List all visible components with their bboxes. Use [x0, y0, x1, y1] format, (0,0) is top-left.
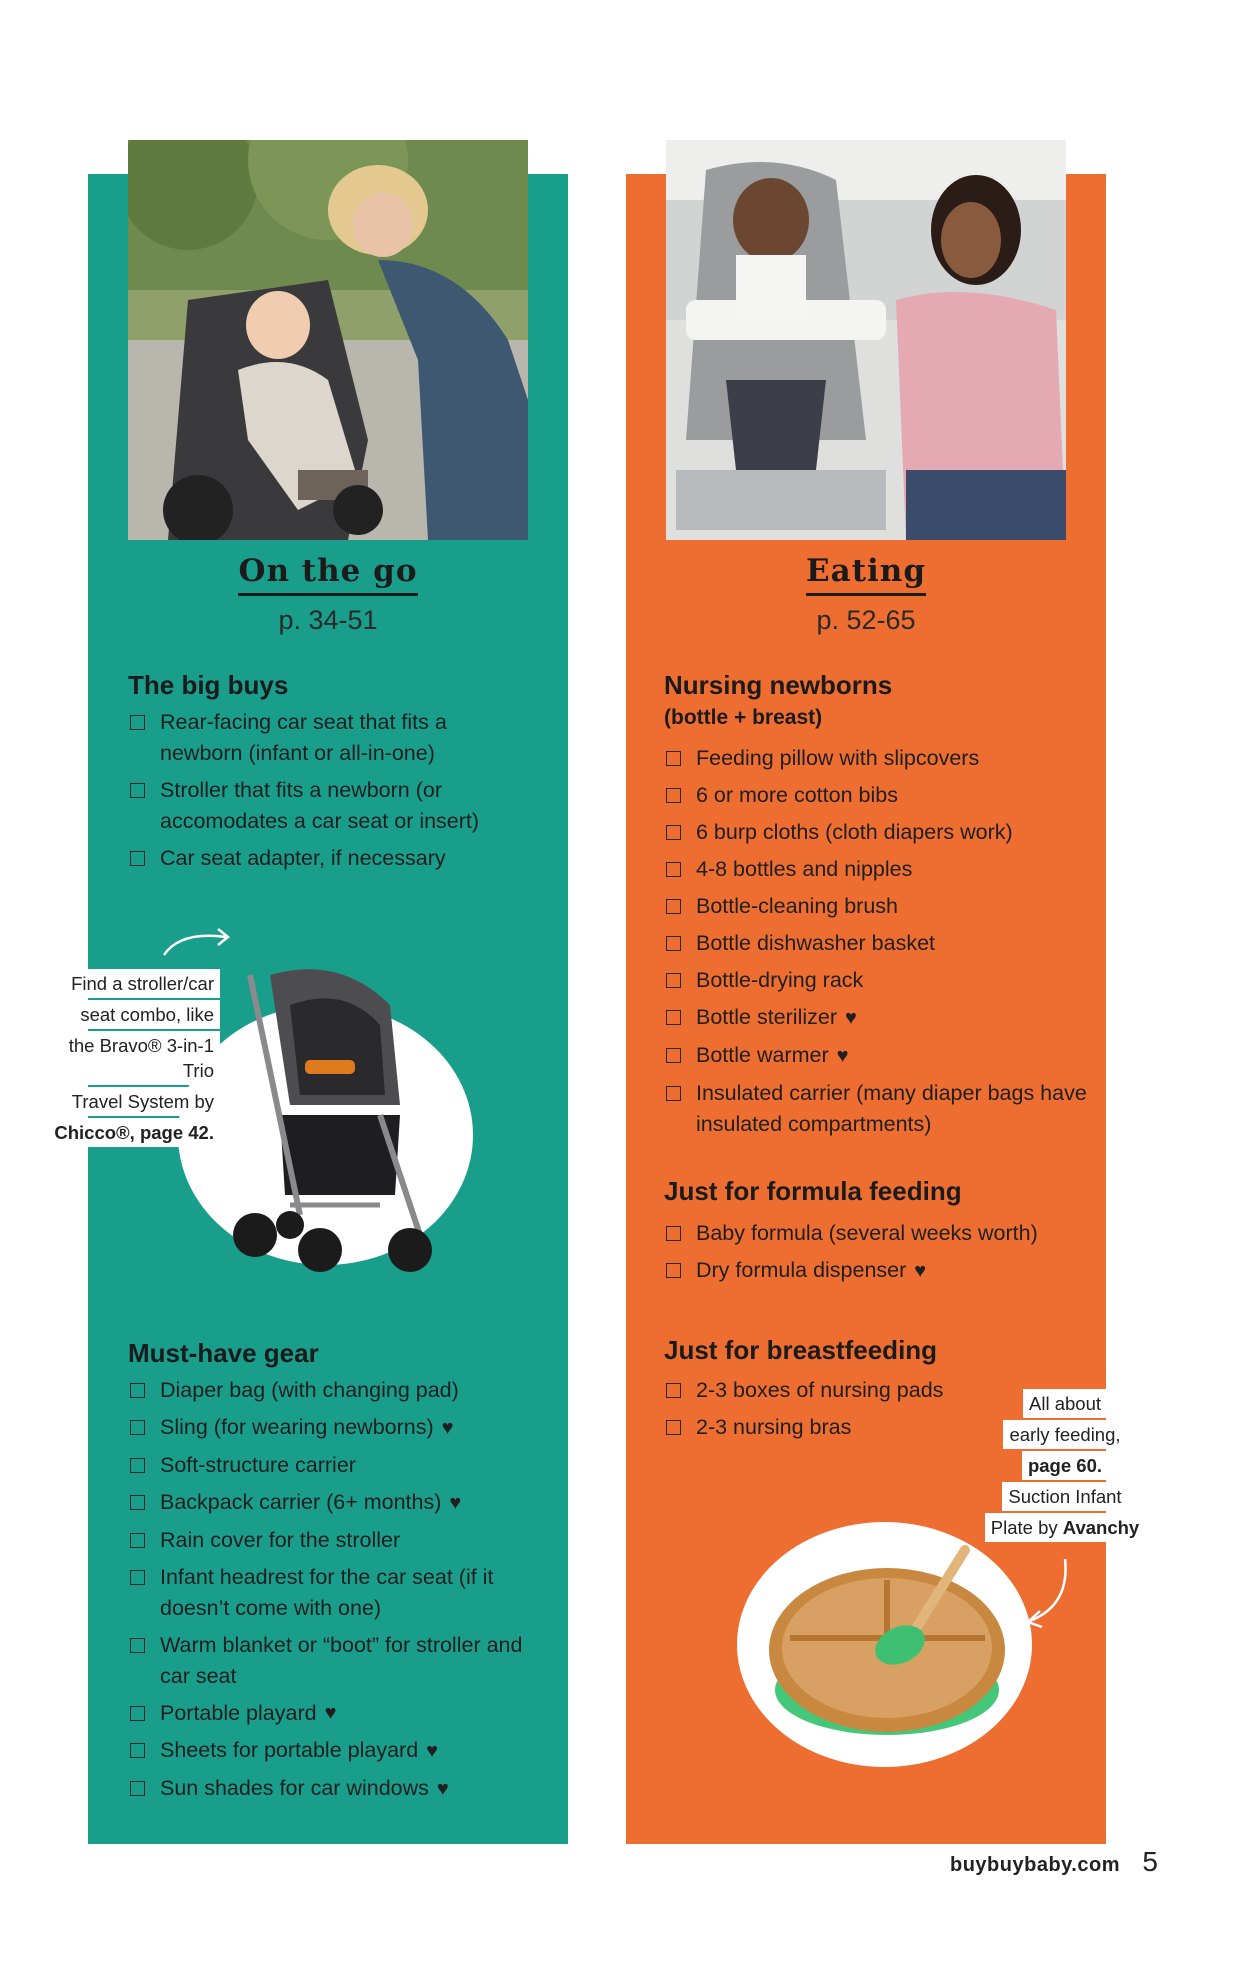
- breastfeeding-title: Just for breastfeeding: [664, 1335, 938, 1365]
- avanchy-prefix: Plate by: [990, 1517, 1063, 1538]
- formula-item: [664, 1218, 1094, 1249]
- chicco-stroller-photo: [230, 965, 450, 1280]
- checkbox-icon[interactable]: [666, 1420, 681, 1435]
- feeding-callout-page: page 60.: [1027, 1455, 1103, 1476]
- stroller-callout-line-5: [48, 1118, 220, 1147]
- formula-item-text: Baby formula (several weeks worth): [696, 1221, 1038, 1245]
- stroller-family-photo: [128, 140, 528, 540]
- heart-icon: ♥: [449, 1491, 462, 1514]
- checkbox-icon[interactable]: [666, 1010, 681, 1025]
- must-have-item-text: Rain cover for the stroller: [160, 1527, 401, 1552]
- nursing-item: [664, 743, 1094, 774]
- formula-feeding-title: Just for formula feeding: [664, 1176, 962, 1206]
- checkbox-icon[interactable]: [130, 783, 145, 798]
- checkbox-icon[interactable]: [666, 973, 681, 988]
- feeding-callout-line-2: early feeding,: [1003, 1420, 1126, 1449]
- nursing-item: [664, 891, 1094, 922]
- heart-icon: ♥: [441, 1416, 454, 1439]
- nursing-item-text: Bottle dishwasher basket: [696, 931, 936, 955]
- bamboo-plate-photo: [765, 1540, 1010, 1750]
- must-have-item-text: Backpack carrier (6+ months): [160, 1489, 442, 1514]
- checkbox-icon[interactable]: [666, 1383, 681, 1398]
- nursing-item: [664, 1078, 1094, 1140]
- must-have-item: [128, 1450, 548, 1481]
- chicco-brand: Chicco®: [54, 1122, 130, 1143]
- big-buys-list: [128, 707, 528, 880]
- big-buys-item: [128, 707, 528, 769]
- stroller-callout: [30, 968, 220, 1148]
- on-the-go-heading: [88, 553, 568, 596]
- feeding-callout-line-3: [1022, 1451, 1108, 1480]
- checkbox-icon[interactable]: [130, 1383, 145, 1398]
- big-buys-item: [128, 843, 528, 874]
- nursing-item-text: Bottle warmer: [696, 1042, 829, 1067]
- checkbox-icon[interactable]: [130, 1458, 145, 1473]
- on-the-go-heading-text: On the go: [238, 553, 417, 596]
- must-have-item-text: Diaper bag (with changing pad): [160, 1378, 459, 1402]
- checkbox-icon[interactable]: [666, 1086, 681, 1101]
- breastfeeding-item: [664, 1412, 994, 1443]
- nursing-newborns-subtitle: (bottle + breast): [664, 706, 823, 729]
- site-url: buybuybaby.com: [950, 1854, 1120, 1876]
- feeding-callout-line-5: [985, 1513, 1145, 1542]
- nursing-item-text: Feeding pillow with slipcovers: [696, 746, 980, 770]
- formula-item: [664, 1255, 1094, 1287]
- checkbox-icon[interactable]: [666, 825, 681, 840]
- must-have-item-text: Soft-structure carrier: [160, 1452, 356, 1477]
- nursing-item-text: Insulated carrier (many diaper bags have insulated compartments): [696, 1080, 1087, 1136]
- checkbox-icon[interactable]: [130, 1781, 145, 1796]
- must-have-item: [128, 1562, 548, 1624]
- must-have-item: [128, 1630, 548, 1692]
- stroller-callout-line-2: seat combo, like: [74, 1000, 220, 1029]
- checkbox-icon[interactable]: [130, 851, 145, 866]
- checkbox-icon[interactable]: [666, 1226, 681, 1241]
- page-number: 5: [1142, 1846, 1158, 1877]
- heart-icon: ♥: [845, 1006, 857, 1029]
- big-buys-title: The big buys: [128, 670, 289, 700]
- must-have-item: [128, 1525, 548, 1556]
- chicco-page: , page 42.: [129, 1122, 214, 1143]
- breastfeeding-item-text: 2-3 boxes of nursing pads: [696, 1378, 944, 1402]
- big-buys-item-text: Rear-facing car seat that fits a newborn (infant or all-in-one): [160, 710, 447, 765]
- must-have-item: [128, 1773, 548, 1805]
- must-have-gear-title: Must-have gear: [128, 1338, 319, 1368]
- must-have-item-text: Sun shades for car windows: [160, 1776, 429, 1801]
- checkbox-icon[interactable]: [666, 1048, 681, 1063]
- checkbox-icon[interactable]: [130, 1638, 145, 1653]
- must-have-item: [128, 1735, 548, 1767]
- nursing-newborns-list: [664, 743, 1094, 1146]
- heart-icon: ♥: [426, 1740, 439, 1763]
- must-have-item-text: Warm blanket or “boot” for stroller and car seat: [160, 1632, 523, 1688]
- feeding-callout-line-1: All about: [1023, 1389, 1107, 1418]
- eating-pages: p. 52-65: [816, 605, 916, 635]
- checkbox-icon[interactable]: [666, 899, 681, 914]
- nursing-item: [664, 1040, 1094, 1072]
- checkbox-icon[interactable]: [666, 936, 681, 951]
- must-have-gear-list: [128, 1375, 548, 1811]
- heart-icon: ♥: [836, 1044, 849, 1067]
- stroller-callout-line-1: Find a stroller/car: [65, 969, 220, 998]
- checkbox-icon[interactable]: [130, 1533, 145, 1548]
- nursing-item: [664, 1002, 1094, 1034]
- nursing-item-text: 6 or more cotton bibs: [696, 783, 898, 807]
- must-have-item-text: Portable playard: [160, 1700, 317, 1725]
- nursing-item-text: Bottle sterilizer: [696, 1005, 837, 1029]
- big-buys-item: [128, 775, 528, 837]
- checkbox-icon[interactable]: [130, 1706, 145, 1721]
- feeding-callout: [960, 1388, 1170, 1543]
- nursing-item-text: 4-8 bottles and nipples: [696, 857, 913, 881]
- heart-icon: ♥: [324, 1702, 337, 1725]
- checkbox-icon[interactable]: [666, 1263, 681, 1278]
- nursing-item-text: 6 burp cloths (cloth diapers work): [696, 820, 1013, 844]
- nursing-item-text: Bottle-drying rack: [696, 968, 864, 992]
- stroller-callout-line-4: Travel System by: [66, 1087, 220, 1116]
- must-have-item: [128, 1487, 548, 1519]
- heart-icon: ♥: [914, 1259, 927, 1282]
- nursing-item: [664, 928, 1094, 959]
- stroller-callout-line-3: the Bravo® 3-in-1 Trio: [30, 1031, 220, 1085]
- eating-heading: [626, 553, 1106, 596]
- checkbox-icon[interactable]: [130, 1420, 145, 1435]
- must-have-item-text: Sheets for portable playard: [160, 1738, 419, 1763]
- nursing-item: [664, 854, 1094, 885]
- breastfeeding-list: [664, 1375, 994, 1449]
- checkbox-icon[interactable]: [666, 862, 681, 877]
- nursing-item: [664, 817, 1094, 848]
- breastfeeding-item: [664, 1375, 994, 1406]
- on-the-go-pages: p. 34-51: [278, 605, 378, 635]
- nursing-item-text: Bottle-cleaning brush: [696, 894, 898, 918]
- must-have-item-text: Sling (for wearing newborns): [160, 1415, 434, 1439]
- formula-item-text: Dry formula dispenser: [696, 1258, 907, 1282]
- must-have-item: [128, 1412, 548, 1444]
- must-have-item: [128, 1375, 548, 1406]
- nursing-item: [664, 780, 1094, 811]
- checkbox-icon[interactable]: [666, 751, 681, 766]
- must-have-item-text: Infant headrest for the car seat (if it doesn’t come with one): [160, 1564, 494, 1620]
- must-have-item: [128, 1698, 548, 1730]
- checkbox-icon[interactable]: [666, 788, 681, 803]
- nursing-newborns-title: Nursing newborns: [664, 670, 893, 700]
- big-buys-item-text: Stroller that fits a newborn (or accomodates a car seat or insert): [160, 778, 480, 833]
- big-buys-item-text: Car seat adapter, if necessary: [160, 846, 446, 870]
- high-chair-family-photo: [666, 140, 1066, 540]
- checkbox-icon[interactable]: [130, 1570, 145, 1585]
- eating-heading-text: Eating: [806, 553, 926, 596]
- checkbox-icon[interactable]: [130, 1743, 145, 1758]
- curved-arrow-icon: [160, 925, 235, 960]
- avanchy-brand: Avanchy: [1062, 1517, 1140, 1538]
- feeding-callout-line-4: Suction Infant: [1002, 1482, 1127, 1511]
- breastfeeding-item-text: 2-3 nursing bras: [696, 1415, 852, 1439]
- formula-feeding-list: [664, 1218, 1094, 1293]
- checkbox-icon[interactable]: [130, 715, 145, 730]
- heart-icon: ♥: [436, 1778, 449, 1801]
- checkbox-icon[interactable]: [130, 1495, 145, 1510]
- nursing-item: [664, 965, 1094, 996]
